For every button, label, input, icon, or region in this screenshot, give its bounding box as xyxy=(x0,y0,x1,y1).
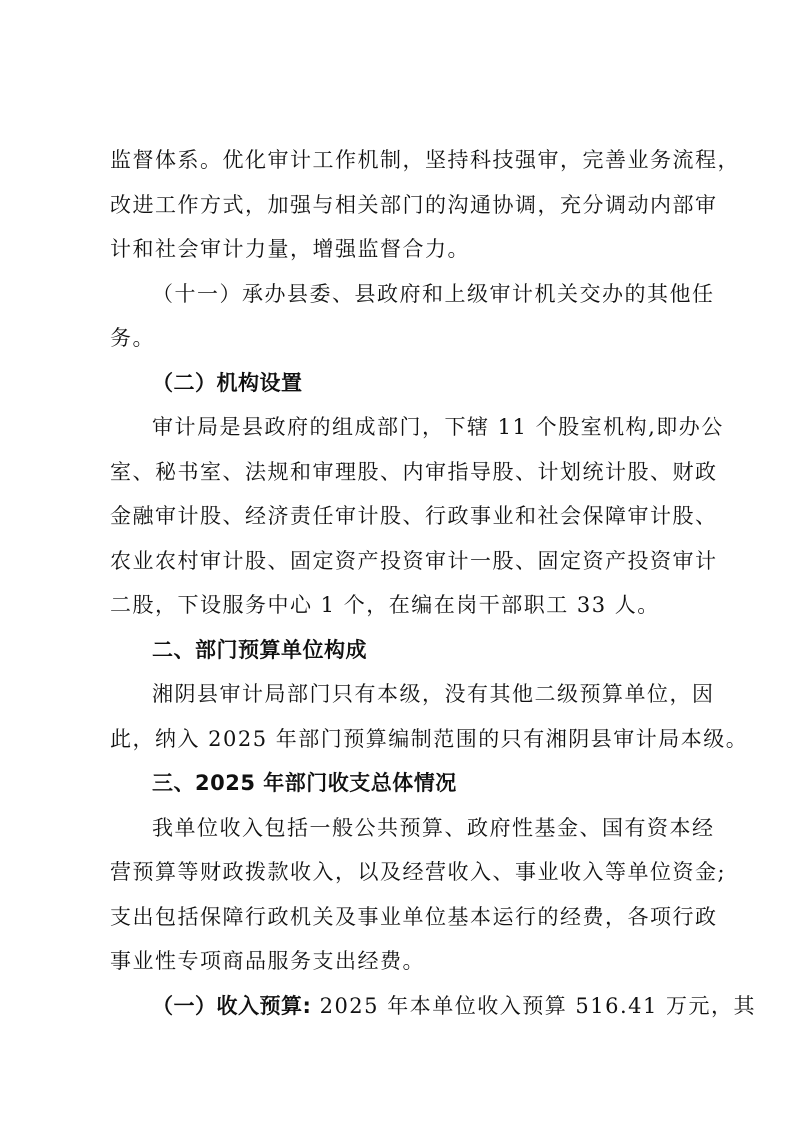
paragraph-text: 2025 年本单位收入预算 516.41 万元，其 xyxy=(311,994,757,1018)
paragraph-line: 金融审计股、经济责任审计股、行政事业和社会保障审计股、 xyxy=(110,504,718,528)
paragraph-line: 室、秘书室、法规和审理股、内审指导股、计划统计股、财政 xyxy=(110,460,718,484)
paragraph-line: 计和社会审计力量，增强监督合力。 xyxy=(110,237,470,261)
paragraph-line: 二股，下设服务中心 1 个，在编在岗干部职工 33 人。 xyxy=(110,593,660,617)
paragraph-line: 我单位收入包括一般公共预算、政府性基金、国有资本经 xyxy=(152,816,715,840)
paragraph-line-last xyxy=(152,991,757,1021)
paragraph-line: 支出包括保障行政机关及事业单位基本运行的经费，各项行政 xyxy=(110,905,718,929)
subsection-label: （一）收入预算: xyxy=(152,994,312,1018)
paragraph-line: 务。 xyxy=(110,326,155,350)
paragraph-line: 事业性专项商品服务支出经费。 xyxy=(110,949,425,973)
paragraph-line: 监督体系。优化审计工作机制，坚持科技强审，完善业务流程， xyxy=(110,148,740,172)
paragraph-line: 营预算等财政拨款收入，以及经营收入、事业收入等单位资金; xyxy=(110,860,727,884)
section-heading: 三、2025 年部门收支总体情况 xyxy=(152,771,457,795)
paragraph-line: 审计局是县政府的组成部门，下辖 11 个股室机构,即办公 xyxy=(152,415,724,439)
paragraph-line: 此，纳入 2025 年部门预算编制范围的只有湘阴县审计局本级。 xyxy=(110,727,749,751)
section-heading: 二、部门预算单位构成 xyxy=(152,638,367,662)
section-heading: （二）机构设置 xyxy=(152,371,303,395)
paragraph-line: 农业农村审计股、固定资产投资审计一股、固定资产投资审计 xyxy=(110,549,718,573)
paragraph-line: 湘阴县审计局部门只有本级，没有其他二级预算单位，因 xyxy=(152,682,715,706)
paragraph-line: 改进工作方式，加强与相关部门的沟通协调，充分调动内部审 xyxy=(110,193,718,217)
paragraph-line: （十一）承办县委、县政府和上级审计机关交办的其他任 xyxy=(152,282,715,306)
